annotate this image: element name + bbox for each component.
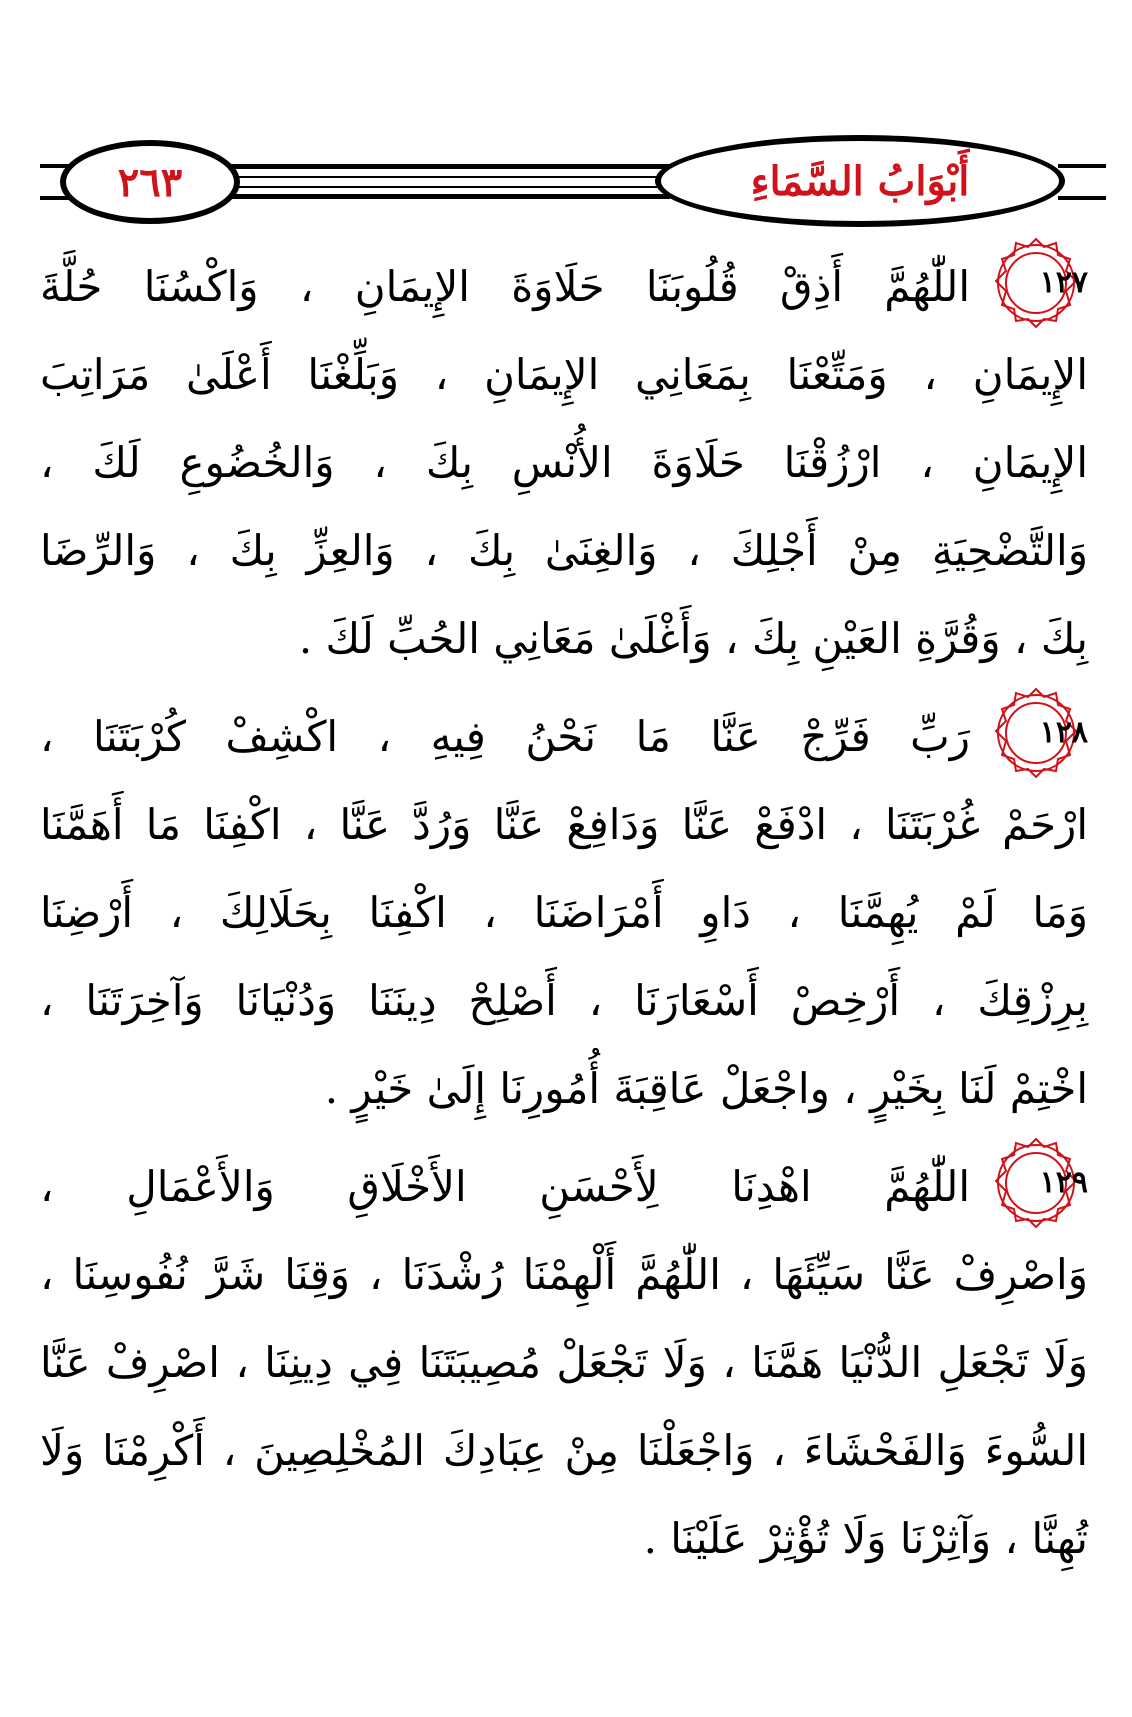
text-line: الإِيمَانِ ، وَمَتِّعْنَا بِمَعَانِي الإِيمَانِ ، وَبَلِّغْنَا أَعْلَىٰ مَرَاتِبَ	[40, 350, 1088, 399]
section-number-badge	[984, 683, 1088, 783]
text-line: ارْحَمْ غُرْبَتَنَا ، ادْفَعْ عَنَّا وَدَافِعْ عَنَّا وَرُدَّ عَنَّا ، اكْفِنَا مَا أَهَمَّنَا	[40, 800, 1088, 849]
header-rule-middle-top2	[230, 186, 670, 188]
text-line: بِكَ ، وَقُرَّةِ العَيْنِ بِكَ ، وَأَغْلَىٰ مَعَانِي الحُبِّ لَكَ .	[298, 614, 1088, 663]
text-line: وَلَا تَجْعَلِ الدُّنْيَا هَمَّنَا ، وَلَا تَجْعَلْ مُصِيبَتَنَا فِي دِينِنَا ، اصْرِفْ عَنَّا	[40, 1338, 1088, 1387]
text-line: وَمَا لَمْ يُهِمَّنَا ، دَاوِ أَمْرَاضَنَا ، اكْفِنَا بِحَلَالِكَ ، أَرْضِنَا	[40, 888, 1088, 937]
text-line: بِرِزْقِكَ ، أَرْخِصْ أَسْعَارَنَا ، أَصْلِحْ دِينَنَا وَدُنْيَانَا وَآخِرَتَنَا ،	[40, 976, 1088, 1025]
page-number: ٢٦٣	[117, 158, 183, 206]
text-line: السُّوءَ وَالفَحْشَاءَ ، وَاجْعَلْنَا مِنْ عِبَادِكَ المُخْلِصِينَ ، أَكْرِمْنَا وَلَا	[40, 1426, 1088, 1475]
line-text: رَبِّ فَرِّجْ عَنَّا مَا نَحْنُ فِيهِ ، اكْشِفْ كُرْبَتَنَا ،	[40, 712, 970, 761]
book-title-oval	[655, 135, 1065, 227]
section-129	[40, 1143, 1088, 1583]
section-number-badge	[984, 1133, 1088, 1233]
section-number: ١٢٩	[1039, 1165, 1088, 1200]
section-number-badge	[984, 233, 1088, 333]
line-text: اللّٰهُمَّ أَذِقْ قُلُوبَنَا حَلَاوَةَ الإِيمَانِ ، وَاكْسُنَا حُلَّةَ	[40, 262, 970, 311]
section-127	[40, 243, 1088, 683]
line-text: اللّٰهُمَّ اهْدِنَا لِأَحْسَنِ الأَخْلَاقِ وَالأَعْمَالِ ،	[40, 1162, 970, 1211]
page-header	[0, 120, 1132, 240]
text-line: وَاصْرِفْ عَنَّا سَيِّئَهَا ، اللّٰهُمَّ أَلْهِمْنَا رُشْدَنَا ، وَقِنَا شَرَّ نُفُوسِنَا ،	[40, 1250, 1088, 1299]
section-number: ١٢٧	[1039, 265, 1088, 300]
section-number: ١٢٨	[1039, 715, 1088, 750]
text-line	[40, 693, 1088, 781]
section-128	[40, 693, 1088, 1133]
header-rule-middle-bottom	[230, 176, 670, 178]
text-line: وَالتَّضْحِيَةِ مِنْ أَجْلِكَ ، وَالغِنَىٰ بِكَ ، وَالعِزِّ بِكَ ، وَالرِّضَا	[40, 526, 1088, 575]
text-line	[40, 243, 1088, 331]
text-line: اخْتِمْ لَنَا بِخَيْرٍ ، واجْعَلْ عَاقِبَةَ أُمُورِنَا إِلَىٰ خَيْرٍ .	[324, 1064, 1088, 1113]
page-number-oval	[60, 140, 240, 224]
header-rule-right-top	[1058, 164, 1106, 168]
header-rule-right-bottom	[1058, 196, 1106, 200]
text-line: الإِيمَانِ ، ارْزُقْنَا حَلَاوَةَ الأُنْسِ بِكَ ، وَالخُضُوعِ لَكَ ،	[40, 438, 1088, 487]
text-line	[40, 1143, 1088, 1231]
header-rule-middle-bottom2	[230, 194, 670, 199]
book-title: أَبْوَابُ السَّمَاءِ	[750, 157, 970, 205]
header-rule-middle-top	[230, 164, 670, 169]
text-line: تُهِنَّا ، وَآثِرْنَا وَلَا تُؤْثِرْ عَلَيْنَا .	[643, 1514, 1088, 1563]
